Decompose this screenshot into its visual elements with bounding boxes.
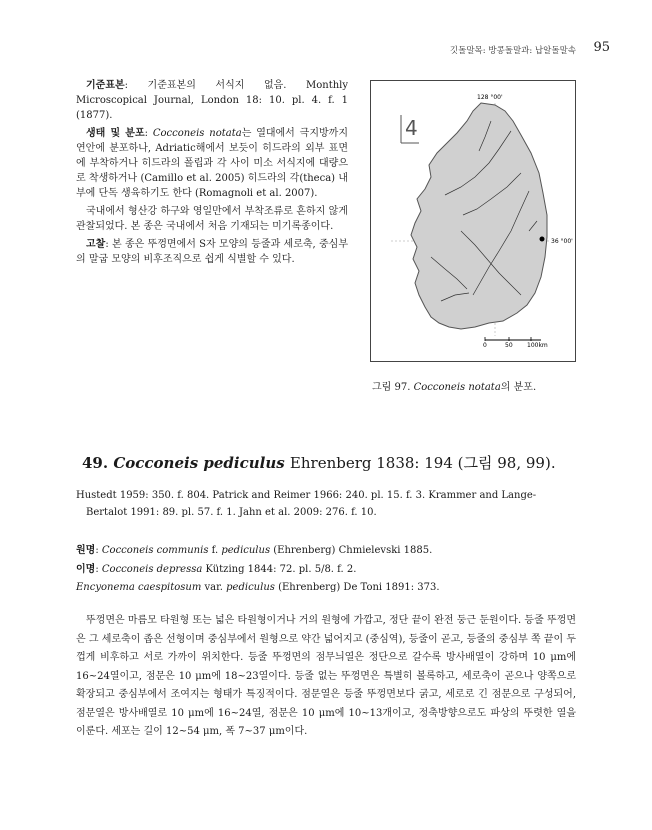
- type-specimen-paragraph: 기준표본: 기준표본의 서식지 없음. Monthly Microscopical Journal, London 18: 10. pl. 4. f. 1 (1877).: [76, 80, 348, 121]
- korea-record-paragraph: 국내에서 형산강 하구와 영일만에서 부착조류로 흔하지 않게 관찰되었다. 본 종은 국내에서 처음 기재되는 미기록종이다.: [76, 206, 348, 232]
- ecology-label: 생태 및 분포: [86, 128, 145, 139]
- longitude-label: 128 °00': [477, 94, 503, 101]
- distribution-map: [370, 80, 576, 362]
- page-number: 95: [593, 40, 610, 55]
- left-column: [76, 78, 348, 270]
- synonyms: [76, 542, 576, 598]
- species-number: 49.: [82, 454, 109, 472]
- remarks-label: 고찰: [86, 239, 106, 250]
- type-specimen-label: 기준표본: [86, 80, 125, 91]
- scale-0: 0: [483, 342, 487, 349]
- synonym: 이명: Cocconeis depressa Kützing 1844: 72. pl. 5/8. f. 2.: [76, 563, 357, 575]
- scale-50: 50: [505, 342, 513, 349]
- remarks-paragraph: 고찰: 본 종은 뚜껑면에서 S자 모양의 등줄과 세로축, 중심부의 말굽 모양의 비후조직으로 쉽게 식별할 수 있다.: [76, 239, 348, 265]
- occurrence-marker: [540, 237, 545, 242]
- species-authority: Ehrenberg 1838: 194 (그림 98, 99).: [289, 454, 556, 472]
- figure-caption: 그림 97. Cocconeis notata의 분포.: [372, 382, 537, 393]
- running-header: 깃돌말목: 방콩돌말과: 납알돌말속: [449, 46, 576, 56]
- references: Hustedt 1959: 350. f. 804. Patrick and Reimer 1966: 240. pl. 15. f. 3. Krammer and Lange-Bertalot 1991: 89. pl. 57. f. 1. Jahn et al. 2009: 276. f. 10.: [76, 490, 537, 518]
- ecology-paragraph: 생태 및 분포: Cocconeis notata는 열대에서 극지방까지 연안에 분포하나, Adriatic해에서 보듯이 히드라의 외부 표면에 부착하거나 히드라의 폴립과 각 사이 미소 서식지에 대량으로 착생하거나 (Camillo et al. 2005) 히드라의 각(theca) 내부에 단독 생육하기도 한다 (Romagnoli et al. 2007).: [76, 128, 348, 199]
- species-heading: [82, 452, 556, 473]
- map-number: 4: [405, 116, 418, 140]
- latitude-label: 36 °00': [551, 238, 573, 245]
- basionym: 원명: Cocconeis communis f. pediculus (Ehrenberg) Chmielevski 1885.: [76, 545, 433, 556]
- korea-outline: [411, 103, 547, 329]
- scale-100: 100km: [527, 342, 548, 349]
- species-name: Cocconeis pediculus: [113, 454, 285, 472]
- korea-map-svg: [371, 81, 575, 361]
- synonym-2: Encyonema caespitosum var. pediculus (Ehrenberg) De Toni 1891: 373.: [76, 582, 440, 593]
- description-paragraph: 뚜껑면은 마름모 타원형 또는 넓은 타원형이거나 거의 원형에 가깝고, 정단 끝이 완전 둥근 둔원이다. 등줄 뚜껑면은 그 세로축이 좁은 선형이며 중심부에서 원형으로 약간 넓어지고 (중심역), 등줄이 곧고, 등줄의 중심부 쪽 끝이 두껍게 비후하고 서로 가까이 위치한다. 등줄 뚜껑면의 점무늬열은 정단으로 갈수록 방사배열이 강하며 10 μm에 16~24열이고, 점문은 10 μm에 18~23열이다. 등줄 없는 뚜껑면은 특별히 볼록하고, 세로축이 곧으나 양쪽으로 확장되고 중심부에서 조여지는 형태가 특징적이다. 점문열은 등줄 뚜껑면보다 굵고, 세로로 긴 점문으로 구성되어, 점문열은 방사배열로 10 μm에 16~24열, 점문은 10 μm에 10~13개이고, 정축방향으로도 파상의 뚜렷한 열을 이룬다. 세포는 길이 12~54 μm, 폭 7~37 μm이다.: [76, 615, 576, 737]
